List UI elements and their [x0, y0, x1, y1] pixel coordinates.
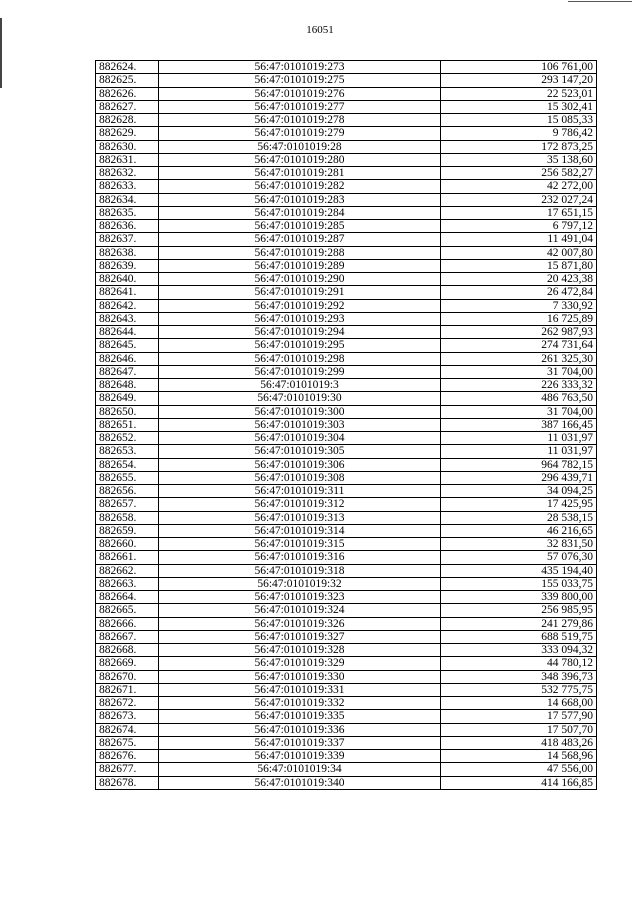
table-row [96, 286, 597, 299]
amount-cell: 293 147,20 [441, 74, 597, 87]
cadastral-number-cell: 56:47:0101019:308 [159, 471, 441, 484]
cadastral-table [95, 60, 593, 790]
table-row [96, 564, 597, 577]
cadastral-number-cell: 56:47:0101019:32 [159, 577, 441, 590]
row-number-cell: 882640. [96, 273, 159, 286]
cadastral-number-cell: 56:47:0101019:318 [159, 564, 441, 577]
row-number-cell: 882677. [96, 763, 159, 776]
cadastral-number-cell: 56:47:0101019:332 [159, 697, 441, 710]
amount-cell: 296 439,71 [441, 471, 597, 484]
table-row [96, 74, 597, 87]
table-row [96, 432, 597, 445]
row-number-cell: 882643. [96, 312, 159, 325]
amount-cell: 14 568,96 [441, 750, 597, 763]
row-number-cell: 882660. [96, 538, 159, 551]
table-row [96, 220, 597, 233]
row-number-cell: 882656. [96, 485, 159, 498]
row-number-cell: 882665. [96, 604, 159, 617]
table-row [96, 670, 597, 683]
table-row [96, 551, 597, 564]
row-number-cell: 882649. [96, 392, 159, 405]
row-number-cell: 882630. [96, 140, 159, 153]
row-number-cell: 882659. [96, 524, 159, 537]
amount-cell: 7 330,92 [441, 299, 597, 312]
amount-cell: 17 507,70 [441, 723, 597, 736]
table-row [96, 193, 597, 206]
amount-cell: 414 166,85 [441, 776, 597, 789]
cadastral-number-cell: 56:47:0101019:273 [159, 61, 441, 74]
row-number-cell: 882657. [96, 498, 159, 511]
table-row [96, 630, 597, 643]
row-number-cell: 882636. [96, 220, 159, 233]
amount-cell: 333 094,32 [441, 644, 597, 657]
row-number-cell: 882634. [96, 193, 159, 206]
table-row [96, 485, 597, 498]
table-row [96, 697, 597, 710]
cadastral-number-cell: 56:47:0101019:291 [159, 286, 441, 299]
row-number-cell: 882671. [96, 683, 159, 696]
table-row [96, 458, 597, 471]
amount-cell: 15 871,80 [441, 259, 597, 272]
cadastral-number-cell: 56:47:0101019:328 [159, 644, 441, 657]
cadastral-number-cell: 56:47:0101019:30 [159, 392, 441, 405]
row-number-cell: 882650. [96, 405, 159, 418]
cadastral-number-cell: 56:47:0101019:335 [159, 710, 441, 723]
amount-cell: 486 763,50 [441, 392, 597, 405]
amount-cell: 22 523,01 [441, 87, 597, 100]
table-row [96, 657, 597, 670]
amount-cell: 232 027,24 [441, 193, 597, 206]
amount-cell: 9 786,42 [441, 127, 597, 140]
amount-cell: 42 272,00 [441, 180, 597, 193]
table-row [96, 392, 597, 405]
table-row [96, 683, 597, 696]
cadastral-number-cell: 56:47:0101019:281 [159, 167, 441, 180]
cadastral-number-cell: 56:47:0101019:331 [159, 683, 441, 696]
table-row [96, 524, 597, 537]
row-number-cell: 882641. [96, 286, 159, 299]
cadastral-number-cell: 56:47:0101019:28 [159, 140, 441, 153]
cadastral-number-cell: 56:47:0101019:306 [159, 458, 441, 471]
row-number-cell: 882624. [96, 61, 159, 74]
row-number-cell: 882637. [96, 233, 159, 246]
cadastral-number-cell: 56:47:0101019:290 [159, 273, 441, 286]
row-number-cell: 882642. [96, 299, 159, 312]
amount-cell: 435 194,40 [441, 564, 597, 577]
cadastral-number-cell: 56:47:0101019:34 [159, 763, 441, 776]
row-number-cell: 882676. [96, 750, 159, 763]
table-row [96, 352, 597, 365]
row-number-cell: 882653. [96, 445, 159, 458]
cadastral-number-cell: 56:47:0101019:327 [159, 630, 441, 643]
row-number-cell: 882673. [96, 710, 159, 723]
row-number-cell: 882658. [96, 511, 159, 524]
table-row [96, 750, 597, 763]
amount-cell: 46 216,65 [441, 524, 597, 537]
table-row [96, 299, 597, 312]
table-row [96, 776, 597, 789]
cadastral-number-cell: 56:47:0101019:298 [159, 352, 441, 365]
amount-cell: 31 704,00 [441, 405, 597, 418]
cadastral-number-cell: 56:47:0101019:340 [159, 776, 441, 789]
amount-cell: 11 491,04 [441, 233, 597, 246]
table-row [96, 538, 597, 551]
cadastral-number-cell: 56:47:0101019:336 [159, 723, 441, 736]
cadastral-number-cell: 56:47:0101019:287 [159, 233, 441, 246]
table-row [96, 511, 597, 524]
cadastral-number-cell: 56:47:0101019:330 [159, 670, 441, 683]
amount-cell: 172 873,25 [441, 140, 597, 153]
amount-cell: 339 800,00 [441, 591, 597, 604]
table-row [96, 736, 597, 749]
table-row [96, 233, 597, 246]
table-row [96, 87, 597, 100]
cadastral-number-cell: 56:47:0101019:324 [159, 604, 441, 617]
amount-cell: 387 166,45 [441, 418, 597, 431]
amount-cell: 274 731,64 [441, 339, 597, 352]
cadastral-number-cell: 56:47:0101019:311 [159, 485, 441, 498]
table-row [96, 246, 597, 259]
table-row [96, 326, 597, 339]
cadastral-number-cell: 56:47:0101019:278 [159, 114, 441, 127]
amount-cell: 15 085,33 [441, 114, 597, 127]
row-number-cell: 882652. [96, 432, 159, 445]
row-number-cell: 882678. [96, 776, 159, 789]
table-row [96, 127, 597, 140]
amount-cell: 532 775,75 [441, 683, 597, 696]
table-row [96, 379, 597, 392]
row-number-cell: 882655. [96, 471, 159, 484]
amount-cell: 256 985,95 [441, 604, 597, 617]
amount-cell: 6 797,12 [441, 220, 597, 233]
row-number-cell: 882667. [96, 630, 159, 643]
row-number-cell: 882628. [96, 114, 159, 127]
amount-cell: 32 831,50 [441, 538, 597, 551]
cadastral-number-cell: 56:47:0101019:275 [159, 74, 441, 87]
row-number-cell: 882639. [96, 259, 159, 272]
cadastral-number-cell: 56:47:0101019:285 [159, 220, 441, 233]
amount-cell: 226 333,32 [441, 379, 597, 392]
row-number-cell: 882645. [96, 339, 159, 352]
amount-cell: 418 483,26 [441, 736, 597, 749]
amount-cell: 17 425,95 [441, 498, 597, 511]
amount-cell: 241 279,86 [441, 617, 597, 630]
cadastral-number-cell: 56:47:0101019:326 [159, 617, 441, 630]
cadastral-number-cell: 56:47:0101019:295 [159, 339, 441, 352]
row-number-cell: 882666. [96, 617, 159, 630]
row-number-cell: 882646. [96, 352, 159, 365]
table-row [96, 114, 597, 127]
row-number-cell: 882635. [96, 206, 159, 219]
table-row [96, 312, 597, 325]
cadastral-number-cell: 56:47:0101019:312 [159, 498, 441, 511]
row-number-cell: 882631. [96, 153, 159, 166]
table-row [96, 167, 597, 180]
amount-cell: 47 556,00 [441, 763, 597, 776]
row-number-cell: 882668. [96, 644, 159, 657]
amount-cell: 11 031,97 [441, 432, 597, 445]
cadastral-number-cell: 56:47:0101019:294 [159, 326, 441, 339]
table-row [96, 418, 597, 431]
row-number-cell: 882654. [96, 458, 159, 471]
data-table [95, 60, 597, 790]
top-rule [568, 1, 632, 2]
table-row [96, 498, 597, 511]
row-number-cell: 882663. [96, 577, 159, 590]
cadastral-number-cell: 56:47:0101019:313 [159, 511, 441, 524]
row-number-cell: 882670. [96, 670, 159, 683]
cadastral-number-cell: 56:47:0101019:305 [159, 445, 441, 458]
amount-cell: 16 725,89 [441, 312, 597, 325]
table-row [96, 723, 597, 736]
page-number: 16051 [306, 24, 334, 36]
cadastral-number-cell: 56:47:0101019:299 [159, 365, 441, 378]
cadastral-number-cell: 56:47:0101019:304 [159, 432, 441, 445]
row-number-cell: 882632. [96, 167, 159, 180]
row-number-cell: 882651. [96, 418, 159, 431]
row-number-cell: 882647. [96, 365, 159, 378]
row-number-cell: 882638. [96, 246, 159, 259]
row-number-cell: 882674. [96, 723, 159, 736]
row-number-cell: 882672. [96, 697, 159, 710]
table-row [96, 100, 597, 113]
cadastral-number-cell: 56:47:0101019:279 [159, 127, 441, 140]
table-row [96, 604, 597, 617]
row-number-cell: 882644. [96, 326, 159, 339]
amount-cell: 348 396,73 [441, 670, 597, 683]
row-number-cell: 882633. [96, 180, 159, 193]
row-number-cell: 882648. [96, 379, 159, 392]
amount-cell: 20 423,38 [441, 273, 597, 286]
table-row [96, 445, 597, 458]
table-row [96, 763, 597, 776]
row-number-cell: 882669. [96, 657, 159, 670]
cadastral-number-cell: 56:47:0101019:289 [159, 259, 441, 272]
cadastral-number-cell: 56:47:0101019:280 [159, 153, 441, 166]
row-number-cell: 882625. [96, 74, 159, 87]
row-number-cell: 882675. [96, 736, 159, 749]
cadastral-number-cell: 56:47:0101019:284 [159, 206, 441, 219]
cadastral-number-cell: 56:47:0101019:316 [159, 551, 441, 564]
table-body [96, 61, 597, 790]
table-row [96, 405, 597, 418]
table-row [96, 471, 597, 484]
amount-cell: 14 668,00 [441, 697, 597, 710]
amount-cell: 17 651,15 [441, 206, 597, 219]
amount-cell: 15 302,41 [441, 100, 597, 113]
table-row [96, 140, 597, 153]
amount-cell: 11 031,97 [441, 445, 597, 458]
cadastral-number-cell: 56:47:0101019:300 [159, 405, 441, 418]
amount-cell: 964 782,15 [441, 458, 597, 471]
table-row [96, 61, 597, 74]
cadastral-number-cell: 56:47:0101019:314 [159, 524, 441, 537]
table-row [96, 365, 597, 378]
table-row [96, 339, 597, 352]
cadastral-number-cell: 56:47:0101019:337 [159, 736, 441, 749]
table-row [96, 710, 597, 723]
cadastral-number-cell: 56:47:0101019:329 [159, 657, 441, 670]
cadastral-number-cell: 56:47:0101019:303 [159, 418, 441, 431]
cadastral-number-cell: 56:47:0101019:283 [159, 193, 441, 206]
row-number-cell: 882627. [96, 100, 159, 113]
cadastral-number-cell: 56:47:0101019:3 [159, 379, 441, 392]
cadastral-number-cell: 56:47:0101019:339 [159, 750, 441, 763]
row-number-cell: 882661. [96, 551, 159, 564]
amount-cell: 35 138,60 [441, 153, 597, 166]
table-row [96, 273, 597, 286]
cadastral-number-cell: 56:47:0101019:315 [159, 538, 441, 551]
amount-cell: 28 538,15 [441, 511, 597, 524]
table-row [96, 259, 597, 272]
row-number-cell: 882629. [96, 127, 159, 140]
row-number-cell: 882664. [96, 591, 159, 604]
cadastral-number-cell: 56:47:0101019:292 [159, 299, 441, 312]
cadastral-number-cell: 56:47:0101019:288 [159, 246, 441, 259]
amount-cell: 688 519,75 [441, 630, 597, 643]
row-number-cell: 882626. [96, 87, 159, 100]
amount-cell: 17 577,90 [441, 710, 597, 723]
amount-cell: 256 582,27 [441, 167, 597, 180]
table-row [96, 644, 597, 657]
cadastral-number-cell: 56:47:0101019:323 [159, 591, 441, 604]
amount-cell: 26 472,84 [441, 286, 597, 299]
amount-cell: 106 761,00 [441, 61, 597, 74]
cadastral-number-cell: 56:47:0101019:276 [159, 87, 441, 100]
amount-cell: 261 325,30 [441, 352, 597, 365]
table-row [96, 577, 597, 590]
table-row [96, 180, 597, 193]
amount-cell: 155 033,75 [441, 577, 597, 590]
amount-cell: 31 704,00 [441, 365, 597, 378]
table-row [96, 617, 597, 630]
row-number-cell: 882662. [96, 564, 159, 577]
amount-cell: 34 094,25 [441, 485, 597, 498]
amount-cell: 262 987,93 [441, 326, 597, 339]
table-row [96, 591, 597, 604]
cadastral-number-cell: 56:47:0101019:293 [159, 312, 441, 325]
amount-cell: 57 076,30 [441, 551, 597, 564]
amount-cell: 42 007,80 [441, 246, 597, 259]
cadastral-number-cell: 56:47:0101019:277 [159, 100, 441, 113]
cadastral-number-cell: 56:47:0101019:282 [159, 180, 441, 193]
amount-cell: 44 780,12 [441, 657, 597, 670]
table-row [96, 153, 597, 166]
table-row [96, 206, 597, 219]
